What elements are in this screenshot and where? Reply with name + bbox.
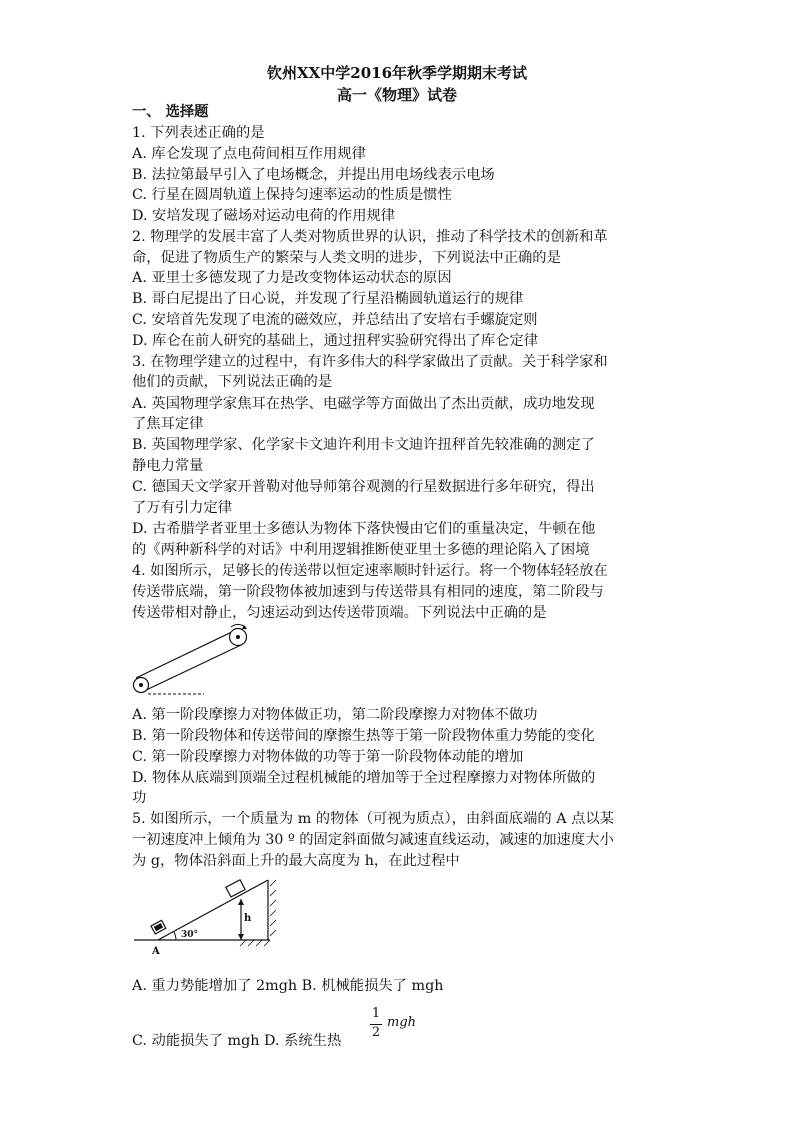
question-line: 为 g，物体沿斜面上升的最大高度为 h，在此过程中 [132, 853, 460, 869]
option-line: C. 第一阶段摩擦力对物体做的功等于第一阶段物体动能的增加 [132, 749, 524, 765]
question-line: 命，促进了物质生产的繁荣与人类文明的进步，下列说法中正确的是 [132, 250, 561, 266]
arrow-down-icon [238, 934, 244, 940]
question-line: 传送带相对静止，匀速运动到达传送带顶端。下列说法中正确的是 [132, 605, 547, 621]
fraction-numerator: 1 [371, 1006, 381, 1021]
height-label: h [244, 913, 252, 924]
option-line: 功 [132, 790, 147, 806]
question-line: 一初速度冲上倾角为 30 º 的固定斜面做匀减速直线运动，减速的加速度大小 [132, 832, 614, 848]
option-line: D. 安培发现了磁场对运动电荷的作用规律 [132, 208, 396, 224]
question-line: 传送带底端，第一阶段物体被加速到与传送带具有相同的速度，第二阶段与 [132, 584, 604, 600]
arrow-up-icon [238, 899, 244, 905]
section-heading: 一、 选择题 [132, 104, 209, 120]
question-line: 1. 下列表述正确的是 [132, 125, 265, 141]
fraction-one-half-mgh [370, 1006, 417, 1040]
question-line: 4. 如图所示，足够长的传送带以恒定速率顺时针运行。将一个物体轻轻放在 [132, 563, 608, 579]
point-a-label: A [152, 946, 160, 956]
question-line: 他们的贡献，下列说法正确的是 [132, 374, 333, 390]
option-line: C. 动能损失了 mgh D. 系统生热 [132, 1033, 342, 1049]
option-line: A. 亚里士多德发现了力是改变物体运动状态的原因 [132, 270, 452, 286]
option-line: C. 安培首先发现了电流的磁效应，并总结出了安培右手螺旋定则 [132, 312, 538, 328]
exam-subtitle: 高一《物理》试卷 [336, 86, 457, 104]
option-line: 了焦耳定律 [132, 416, 204, 432]
question-line: 3. 在物理学建立的过程中，有许多伟大的科学家做出了贡献。关于科学家和 [132, 354, 608, 370]
question-line: 5. 如图所示，一个质量为 m 的物体（可视为质点），由斜面底端的 A 点以某 [132, 811, 614, 827]
exam-title: 钦州XX中学2016年秋季学期期末考试 [266, 64, 528, 82]
option-line: B. 哥白尼提出了日心说，并发现了行星沿椭圆轨道运行的规律 [132, 291, 524, 307]
option-line: A. 第一阶段摩擦力对物体做正功，第二阶段摩擦力对物体不做功 [132, 707, 538, 723]
question-line: 2. 物理学的发展丰富了人类对物质世界的认识，推动了科学技术的创新和革 [132, 229, 608, 245]
fraction-denominator: 2 [371, 1025, 381, 1040]
option-line: B. 英国物理学家、化学家卡文迪许利用卡文迪许扭秤首先较准确的测定了 [132, 437, 595, 453]
option-line: 了万有引力定律 [132, 500, 233, 516]
incline-figure [128, 872, 278, 956]
fraction-bar [370, 1024, 382, 1025]
option-line: B. 法拉第最早引入了电场概念，并提出用电场线表示电场 [132, 167, 495, 183]
option-line: D. 库仑在前人研究的基础上，通过扭秤实验研究得出了库仑定律 [132, 333, 539, 349]
option-line: C. 德国天文学家开普勒对他导师第谷观测的行星数据进行多年研究，得出 [132, 479, 595, 495]
conveyor-belt-figure [128, 622, 258, 704]
option-line: A. 重力势能增加了 2mgh B. 机械能损失了 mgh [132, 978, 444, 994]
fraction-mgh: mgh [387, 1015, 417, 1030]
option-line: A. 英国物理学家焦耳在热学、电磁学等方面做出了杰出贡献，成功地发现 [132, 396, 595, 412]
incline-diagram [134, 880, 276, 956]
option-line: D. 物体从底端到顶端全过程机械能的增加等于全过程摩擦力对物体所做的 [132, 770, 596, 786]
option-line: C. 行星在圆周轨道上保持匀速率运动的性质是惯性 [132, 187, 452, 203]
option-line: 静电力常量 [132, 458, 204, 474]
option-line: B. 第一阶段物体和传送带间的摩擦生热等于第一阶段物体重力势能的变化 [132, 728, 595, 744]
angle-label: 30° [181, 930, 199, 940]
block-bottom-icon [151, 920, 166, 934]
option-line: 的《两种新科学的对话》中利用逻辑推断使亚里士多德的理论陷入了困境 [132, 542, 590, 558]
conveyor-belt-diagram [134, 625, 248, 694]
option-line: D. 古希腊学者亚里士多德认为物体下落快慢由它们的重量决定，牛顿在他 [132, 521, 596, 537]
option-line: A. 库仑发现了点电荷间相互作用规律 [132, 146, 366, 162]
